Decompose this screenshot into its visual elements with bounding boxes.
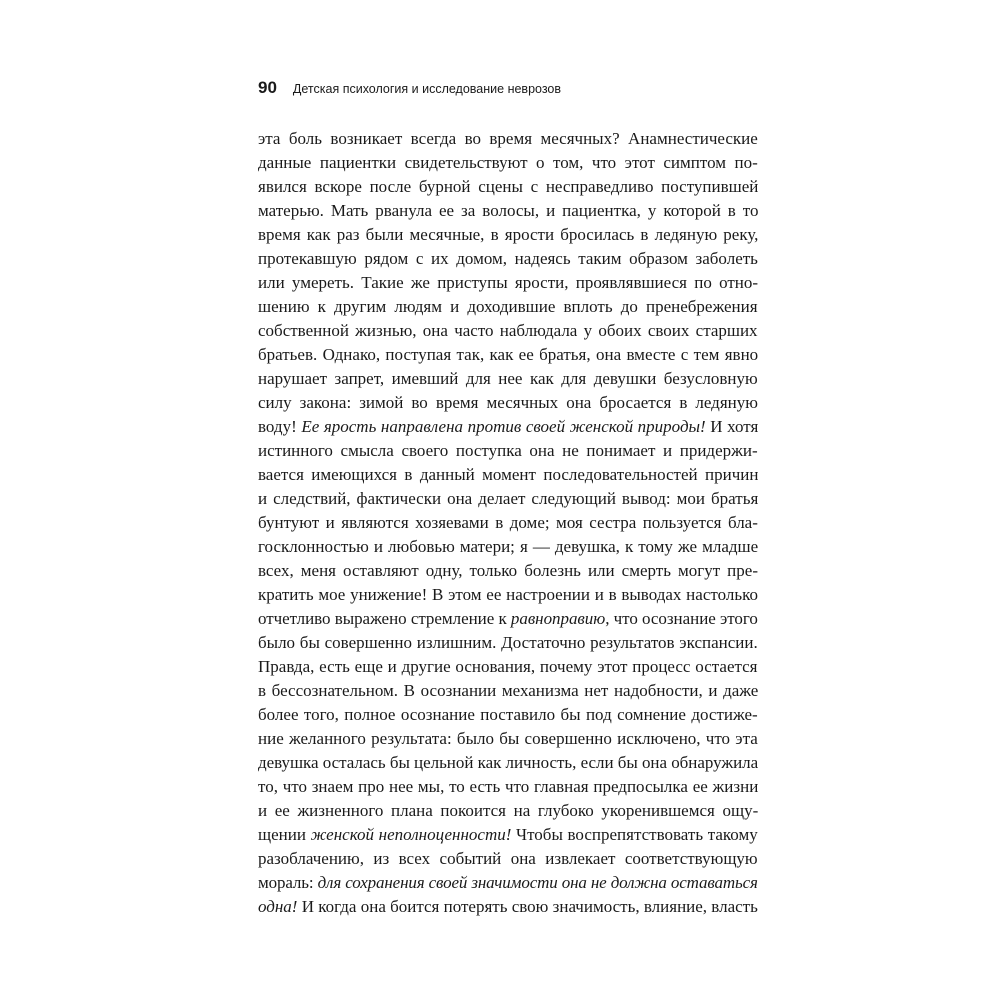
text-run: или умереть. Такие же приступы ярости, проявлявшиеся по отно- <box>258 273 758 292</box>
text-line <box>258 799 758 823</box>
text-run: то, что знаем про нее мы, то есть что главная предпосылка ее жизни <box>258 777 758 796</box>
text-line <box>258 271 758 295</box>
text-line <box>258 439 758 463</box>
text-line <box>258 127 758 151</box>
text-run: Правда, есть еще и другие основания, почему этот процесс остается <box>258 657 758 676</box>
text-run: и ее жизненного плана покоится на глубоко укоренившемся ощу- <box>258 801 758 820</box>
text-run: мораль: <box>258 873 318 892</box>
text-run: собственной жизнью, она часто наблюдала у обоих своих старших <box>258 321 758 340</box>
text-run: , что осознание этого <box>605 609 758 628</box>
text-line <box>258 463 758 487</box>
text-line <box>258 175 758 199</box>
text-run: шению к другим людям и доходившие вплоть до пренебрежения <box>258 297 758 316</box>
emphasized-text: женской неполноценности! <box>310 825 512 844</box>
text-line <box>258 703 758 727</box>
emphasized-text: равноправию <box>510 609 606 628</box>
text-line <box>258 583 758 607</box>
text-run: и следствий, фактически она делает следующий вывод: мои братья <box>258 489 758 508</box>
text-line <box>258 679 758 703</box>
text-line <box>258 487 758 511</box>
text-run: братьев. Однако, поступая так, как ее братья, она вместе с тем явно <box>258 345 758 364</box>
text-line <box>258 223 758 247</box>
text-run: нарушает запрет, имевший для нее как для девушки безусловную <box>258 369 758 388</box>
text-line <box>258 847 758 871</box>
emphasized-text: для сохранения своей значимости она не должна оставаться <box>317 873 758 892</box>
text-run: явился вскоре после бурной сцены с несправедливо поступившей <box>258 177 758 196</box>
text-run: И когда она боится потерять свою значимость, влияние, власть <box>297 897 758 916</box>
text-line <box>258 343 758 367</box>
text-run: протекавшую рядом с их домом, надеясь таким образом заболеть <box>258 249 758 268</box>
text-line <box>258 559 758 583</box>
page-number: 90 <box>258 78 277 97</box>
text-line <box>258 151 758 175</box>
text-run: кратить мое унижение! В этом ее настроении и в выводах настолько <box>258 585 758 604</box>
text-run: воду! <box>258 417 302 436</box>
text-line <box>258 751 758 775</box>
text-run: разоблачению, из всех событий она извлекает соответствующую <box>258 849 758 868</box>
text-line <box>258 295 758 319</box>
text-line <box>258 775 758 799</box>
text-run: силу закона: зимой во время месячных она бросается в ледяную <box>258 393 758 412</box>
text-run: всех, меня оставляют одну, только болезнь или смерть могут пре- <box>258 561 758 580</box>
text-line <box>258 727 758 751</box>
text-run: истинного смысла своего поступка она не понимает и придержи- <box>258 441 758 460</box>
text-line <box>258 415 758 439</box>
text-line <box>258 391 758 415</box>
text-run: эта боль возникает всегда во время месячных? Анамнестические <box>258 129 758 148</box>
text-run: девушка осталась бы цельной как личность, если бы она обнаружила <box>258 753 758 772</box>
text-line <box>258 319 758 343</box>
text-run: вается имеющихся в данный момент последовательностей причин <box>258 465 758 484</box>
text-line <box>258 367 758 391</box>
text-run: щении <box>258 825 311 844</box>
text-line <box>258 823 758 847</box>
text-run: данные пациентки свидетельствуют о том, что этот симптом по- <box>258 153 758 172</box>
text-run: госклонностью и любовью матери; я — девушка, к тому же младше <box>258 537 758 556</box>
text-line <box>258 631 758 655</box>
text-run: И хотя <box>705 417 758 436</box>
running-title: Детская психология и исследование неврозов <box>292 82 562 96</box>
text-run: отчетливо выражено стремление к <box>258 609 511 628</box>
text-run: матерью. Мать рванула ее за волосы, и пациентка, у которой в то <box>258 201 758 220</box>
running-header <box>258 78 561 99</box>
text-run: более того, полное осознание поставило бы под сомнение достиже- <box>258 705 758 724</box>
text-run: в бессознательном. В осознании механизма нет надобности, и даже <box>258 681 758 700</box>
text-line <box>258 535 758 559</box>
text-line <box>258 607 758 631</box>
text-line <box>258 895 758 919</box>
text-run: Чтобы воспрепятствовать такому <box>511 825 758 844</box>
text-run: время как раз были месячные, в ярости бросилась в ледяную реку, <box>258 225 758 244</box>
text-line <box>258 511 758 535</box>
emphasized-text: одна! <box>258 897 298 916</box>
text-run: было бы совершенно излишним. Достаточно результатов экспансии. <box>258 633 758 652</box>
text-line <box>258 655 758 679</box>
text-line <box>258 199 758 223</box>
text-run: бунтуют и являются хозяевами в доме; моя сестра пользуется бла- <box>258 513 758 532</box>
text-run: ние желанного результата: было бы совершенно исключено, что эта <box>258 729 758 748</box>
text-line <box>258 871 758 895</box>
text-line <box>258 247 758 271</box>
emphasized-text: Ее ярость направлена против своей женской природы! <box>301 417 706 436</box>
body-text <box>258 127 758 919</box>
